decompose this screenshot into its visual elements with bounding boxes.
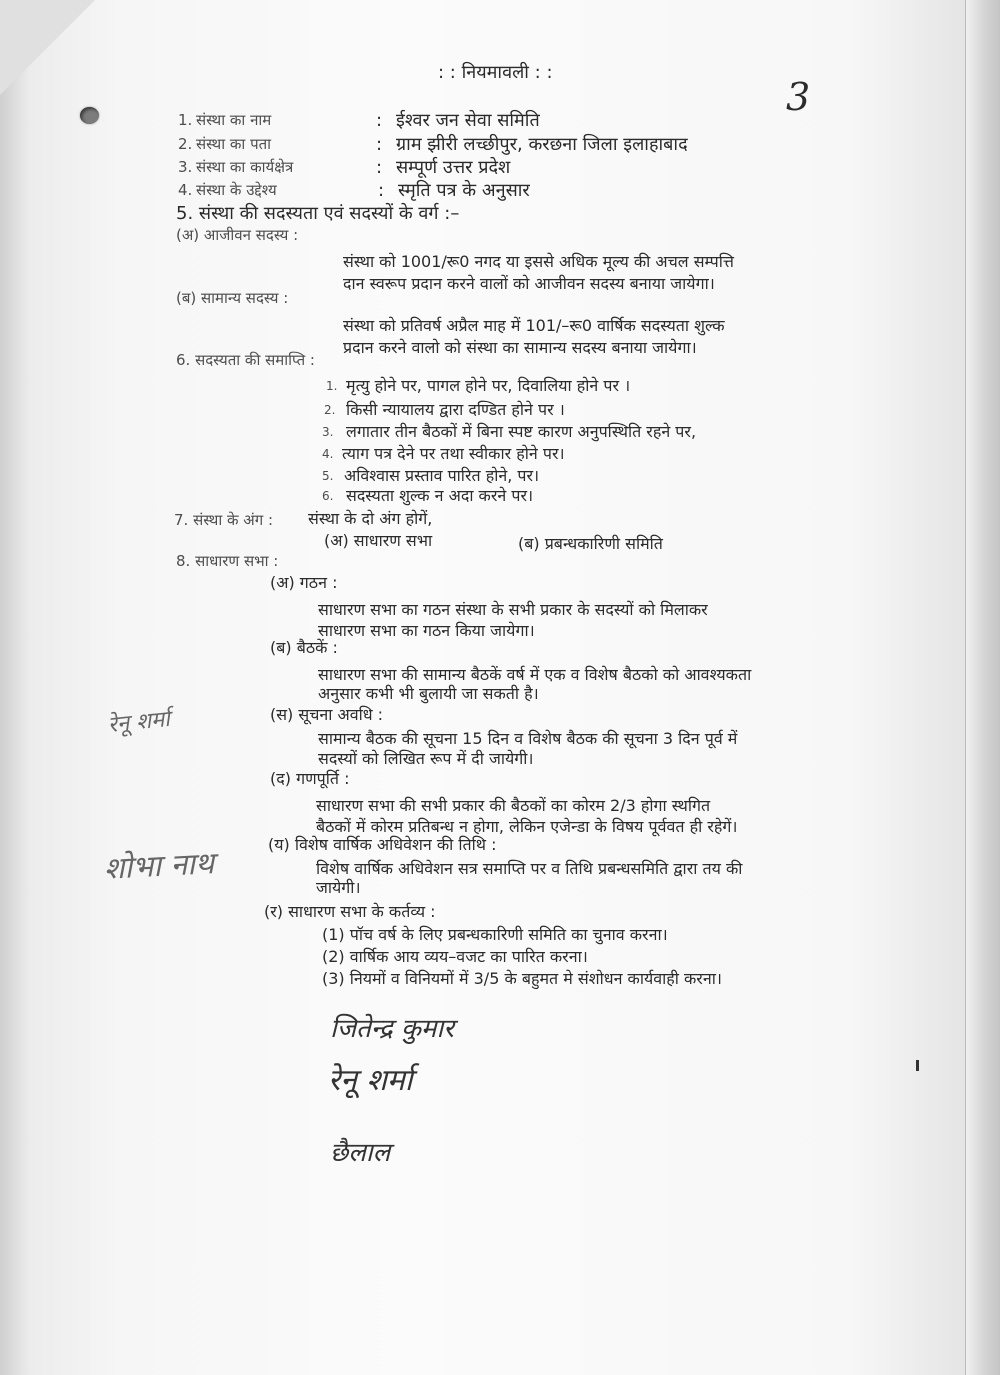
duty-item: (1) पॉच वर्ष के लिए प्रबन्धकारिणी समिति का चुनाव करना। [322, 925, 668, 944]
field-label: संस्था के उद्देश्य [196, 181, 277, 199]
field-value: स्मृति पत्र के अनुसार [398, 180, 530, 201]
organ-general-assembly: (अ) साधारण सभा [324, 531, 433, 550]
life-member-label: (अ) आजीवन सदस्य : [176, 226, 299, 244]
document-title: : : नियमावली : : [438, 62, 553, 83]
subsection-label: (द) गणपूर्ति : [270, 769, 350, 788]
general-member-label: (ब) सामान्य सदस्य : [176, 289, 289, 307]
paragraph-line: सदस्यों को लिखित रूप में दी जायेगी। [318, 749, 534, 768]
subsection-label: (अ) गठन : [270, 573, 338, 592]
paragraph-line: संस्था को प्रतिवर्ष अप्रैल माह में 101/–रू0 वार्षिक सदस्यता शुल्क [343, 316, 725, 335]
section-5-heading: 5. संस्था की सदस्यता एवं सदस्यों के वर्ग :– [176, 203, 460, 224]
subsection-label: (ब) बैठकें : [270, 638, 338, 657]
page-number: 3 [786, 75, 811, 119]
margin-note: शोभा नाथ [103, 846, 215, 887]
signature: छैलाल [330, 1138, 391, 1168]
paragraph-line: साधारण सभा का गठन किया जायेगा। [318, 621, 535, 640]
field-label: संस्था का नाम [196, 111, 272, 129]
paragraph-line: दान स्वरूप प्रदान करने वालों को आजीवन सदस्य बनाया जायेगा। [343, 274, 715, 293]
organs-text: संस्था के दो अंग होगें, [308, 509, 433, 528]
field-value: ग्राम झीरी लच्छीपुर, करछना जिला इलाहाबाद [396, 134, 688, 155]
duty-item: (2) वार्षिक आय व्यय–वजट का पारित करना। [322, 947, 588, 966]
margin-note: रेनू शर्मा [106, 706, 172, 739]
subsection-label: (स) सूचना अवधि : [270, 705, 384, 724]
folded-corner [0, 0, 95, 95]
signature: जितेन्द्र कुमार [330, 1014, 454, 1044]
paragraph-line: बैठकों में कोरम प्रतिबन्ध न होगा, लेकिन एजेन्डा के विषय पूर्ववत ही रहेगें। [316, 817, 738, 836]
paragraph-line: साधारण सभा की सभी प्रकार की बैठकों का कोरम 2/3 होगा स्थगित [316, 796, 711, 815]
field-label: संस्था का कार्यक्षेत्र [196, 158, 294, 176]
organ-management-committee: (ब) प्रबन्धकारिणी समिति [518, 534, 663, 553]
paragraph-line: प्रदान करने वालो को संस्था का सामान्य सदस्य बनाया जायेगा। [343, 338, 697, 357]
paragraph-line: सामान्य बैठक की सूचना 15 दिन व विशेष बैठक की सूचना 3 दिन पूर्व में [318, 729, 738, 748]
paragraph-line: अनुसार कभी भी बुलायी जा सकती है। [318, 684, 539, 703]
section-6-heading: 6. सदस्यता की समाप्ति : [176, 351, 315, 369]
duties-label: (र) साधारण सभा के कर्तव्य : [264, 902, 436, 921]
duty-item: (3) नियमों व विनियमों में 3/5 के बहुमत मे संशोधन कार्यवाही करना। [322, 969, 722, 988]
punch-hole-icon [80, 107, 99, 124]
signature: रेनू शर्मा [328, 1063, 413, 1098]
section-8-heading: 8. साधारण सभा : [176, 552, 279, 570]
field-label: संस्था का पता [196, 135, 272, 153]
page-edge-shadow [965, 0, 1000, 1375]
paragraph-line: जायेगी। [316, 878, 361, 897]
subsection-label: (य) विशेष वार्षिक अधिवेशन की तिथि : [268, 835, 497, 854]
field-value: ईश्वर जन सेवा समिति [396, 110, 540, 131]
paragraph-line: साधारण सभा की सामान्य बैठकें वर्ष में एक व विशेष बैठको को आवश्यकता [318, 665, 752, 684]
scan-speck [916, 1060, 919, 1071]
paragraph-line: संस्था को 1001/रू0 नगद या इससे अधिक मूल्य की अचल सम्पत्ति [343, 252, 734, 271]
document-page: : : नियमावली : : 3 1. संस्था का नाम : ईश्वर जन सेवा समिति 2. संस्था का पता : ग्राम झीरी लच्छीपुर, करछना जिला इलाहाबाद 3. संस्था का कार्यक्षेत्र : सम्पूर्ण उत्तर प्रदेश 4. संस्था के उद्देश्य : स्मृति पत्र के अनुसार 5. संस्था की सदस्यता एवं सदस्यों के वर्ग :– (अ) आजीवन सदस्य : संस्था को 1001/रू0 नगद या इससे अधिक मूल्य की अचल सम्पत्ति दान स्वरूप प्रदान करने वालों को आजीवन सदस्य बनाया जायेगा। (ब) सामान्य सदस्य : संस्था को प्रतिवर्ष अप्रैल माह में 101/–रू0 वार्षिक सदस्यता शुल्क प्रदान करने वालो को संस्था का सामान्य सदस्य बनाया जायेगा। 6. सदस्यता की समाप्ति : 1. मृत्यु होने पर, पागल होने पर, दिवालिया होने पर । 2. किसी न्यायालय द्वारा दण्डित होने पर । 3. लगातार तीन बैठकों में बिना स्पष्ट कारण अनुपस्थिति रहने पर, 4. त्याग पत्र देने पर तथा स्वीकार होने पर। 5. अविश्वास प्रस्ताव पारित होने, पर। 6. सदस्यता शुल्क न अदा करने पर। 7. संस्था के अंग : संस्था के दो अंग होगें, (अ) साधारण सभा (ब) प्रबन्धकारिणी समिति 8. साधारण सभा : (अ) गठन : साधारण सभा का गठन संस्था के सभी प्रकार के सदस्यों को मिलाकर साधारण सभा का गठन किया जायेगा। (ब) बैठकें : साधारण सभा की सामान्य बैठकें वर्ष में एक व विशेष बैठको को आवश्यकता अनुसार कभी भी बुलायी जा सकती है। (स) सूचना अवधि : सामान्य बैठक की सूचना 15 दिन व विशेष बैठक की सूचना 3 दिन पूर्व में सदस्यों को लिखित रूप में दी जायेगी। (द) गणपूर्ति : साधारण सभा की सभी प्रकार की बैठकों का कोरम 2/3 होगा स्थगित बैठकों में कोरम प्रतिबन्ध न होगा, लेकिन एजेन्डा के विषय पूर्ववत ही रहेगें। (य) विशेष वार्षिक अधिवेशन की तिथि : विशेष वार्षिक अधिवेशन सत्र समाप्ति पर व तिथि प्रबन्धसमिति द्वारा तय की जायेगी। (र) साधारण सभा के कर्तव्य : (1) पॉच वर्ष के लिए प्रबन्धकारिणी समिति का चुनाव करना। (2) वार्षिक आय व्यय–वजट का पारित करना। (3) नियमों व विनियमों में 3/5 के बहुमत मे संशोधन कार्यवाही करना। रेनू शर्मा शोभा नाथ जितेन्द्र कुमार रेनू शर्मा छैलाल [0, 0, 1000, 1375]
section-7-heading: 7. संस्था के अंग : [174, 511, 274, 529]
paragraph-line: साधारण सभा का गठन संस्था के सभी प्रकार के सदस्यों को मिलाकर [318, 600, 708, 619]
paragraph-line: विशेष वार्षिक अधिवेशन सत्र समाप्ति पर व तिथि प्रबन्धसमिति द्वारा तय की [316, 859, 743, 878]
field-value: सम्पूर्ण उत्तर प्रदेश [396, 157, 511, 178]
